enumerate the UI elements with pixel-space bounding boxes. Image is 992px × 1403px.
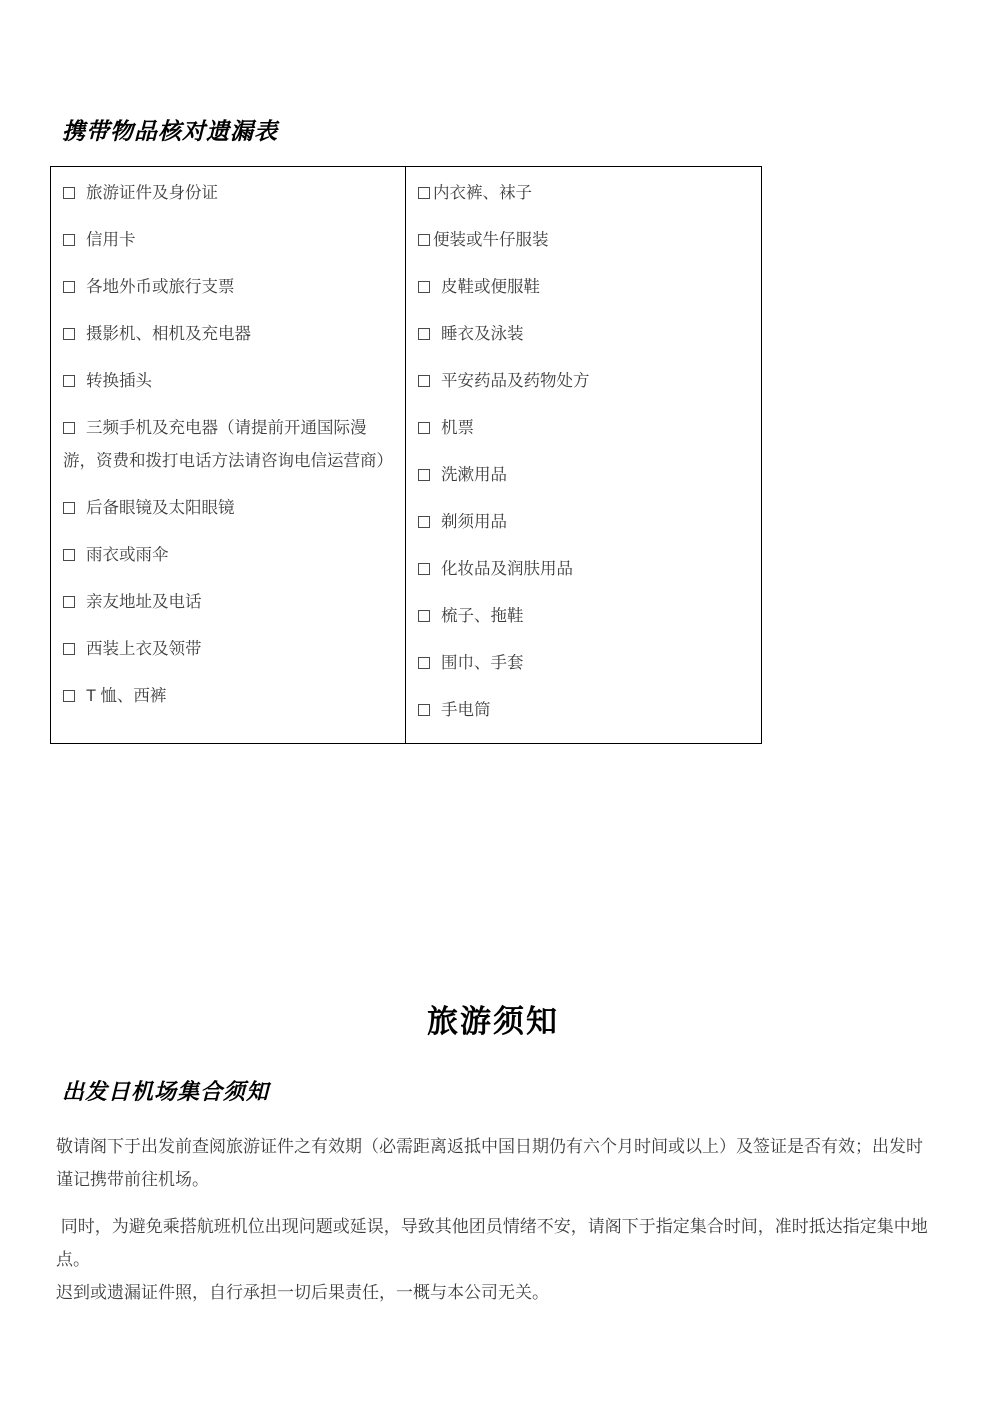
checklist-item-label: 梳子、拖鞋	[441, 607, 524, 625]
checkbox-icon	[63, 187, 75, 199]
checkbox-icon	[63, 596, 75, 608]
checklist-item	[63, 633, 393, 666]
checklist-item-label: 三频手机及充电器（请提前开通国际漫游，资费和拨打电话方法请咨询电信运营商）	[63, 419, 393, 470]
checklist-item-label: T 恤、西裤	[86, 687, 167, 705]
notice-title: 旅游须知	[427, 1004, 559, 1039]
checklist-title: 携带物品核对遗漏表	[62, 118, 278, 144]
checkbox-icon	[418, 422, 430, 434]
checklist-item	[418, 318, 749, 351]
checklist-item	[418, 271, 749, 304]
checklist-column-right	[406, 167, 761, 743]
checklist-item	[418, 553, 749, 586]
checkbox-icon	[418, 610, 430, 622]
checklist-item	[63, 586, 393, 619]
checkbox-icon	[418, 328, 430, 340]
checklist-table	[50, 166, 762, 744]
checklist-item	[418, 365, 749, 398]
checklist-item	[418, 412, 749, 445]
checkbox-icon	[63, 422, 75, 434]
checklist-item-label: 内衣裤、袜子	[433, 184, 532, 202]
checklist-item	[63, 271, 393, 304]
checklist-item-label: 亲友地址及电话	[86, 593, 202, 611]
checklist-item-label: 睡衣及泳装	[441, 325, 524, 343]
checkbox-icon	[418, 657, 430, 669]
checklist-item	[418, 600, 749, 633]
checklist-item-label: 各地外币或旅行支票	[86, 278, 235, 296]
checkbox-icon	[63, 375, 75, 387]
checklist-item-label: 洗漱用品	[441, 466, 507, 484]
checklist-item	[63, 412, 393, 478]
notice-paragraph: 迟到或遗漏证件照，自行承担一切后果责任，一概与本公司无关。	[56, 1283, 549, 1302]
checklist-item	[418, 177, 749, 210]
checkbox-icon	[418, 704, 430, 716]
checkbox-icon	[418, 281, 430, 293]
checkbox-icon	[418, 563, 430, 575]
checkbox-icon	[63, 643, 75, 655]
checklist-item	[63, 177, 393, 210]
checkbox-icon	[418, 469, 430, 481]
checklist-column-left	[51, 167, 406, 743]
checklist-item-label: 剃须用品	[441, 513, 507, 531]
checklist-item-label: 旅游证件及身份证	[86, 184, 218, 202]
checklist-item	[418, 647, 749, 680]
checklist-item-label: 围巾、手套	[441, 654, 524, 672]
checkbox-icon	[63, 328, 75, 340]
checklist-item-label: 便装或牛仔服装	[433, 231, 549, 249]
checklist-item	[418, 694, 749, 727]
notice-paragraph: 敬请阁下于出发前查阅旅游证件之有效期（必需距离返抵中国日期仍有六个月时间或以上）及签证是否有效；出发时谨记携带前往机场。	[56, 1137, 923, 1189]
checklist-item	[63, 365, 393, 398]
checklist-item	[418, 506, 749, 539]
notice-paragraph: 同时，为避免乘搭航班机位出现问题或延误，导致其他团员情绪不安，请阁下于指定集合时间，准时抵达指定集中地点。	[56, 1217, 928, 1269]
checklist-item-label: 西装上衣及领带	[86, 640, 202, 658]
checkbox-icon	[418, 375, 430, 387]
checkbox-icon	[418, 516, 430, 528]
checklist-item-label: 雨衣或雨伞	[86, 546, 169, 564]
checkbox-icon	[418, 234, 430, 246]
checklist-item	[418, 459, 749, 492]
checklist-item	[63, 318, 393, 351]
checklist-item	[63, 224, 393, 257]
checklist-item-label: 后备眼镜及太阳眼镜	[86, 499, 235, 517]
checklist-item	[63, 539, 393, 572]
notice-subtitle: 出发日机场集合须知	[62, 1079, 270, 1104]
checkbox-icon	[63, 549, 75, 561]
checklist-item	[63, 492, 393, 525]
checkbox-icon	[63, 281, 75, 293]
checkbox-icon	[63, 502, 75, 514]
checkbox-icon	[418, 187, 430, 199]
checklist-item-label: 平安药品及药物处方	[441, 372, 590, 390]
checklist-item-label: 转换插头	[86, 372, 152, 390]
checkbox-icon	[63, 234, 75, 246]
checklist-item-label: 机票	[441, 419, 474, 437]
checklist-item-label: 皮鞋或便服鞋	[441, 278, 540, 296]
checklist-item	[418, 224, 749, 257]
checklist-item-label: 手电筒	[441, 701, 491, 719]
checklist-item-label: 化妆品及润肤用品	[441, 560, 573, 578]
checklist-item-label: 信用卡	[86, 231, 136, 249]
checkbox-icon	[63, 690, 75, 702]
checklist-item	[63, 680, 393, 713]
checklist-item-label: 摄影机、相机及充电器	[86, 325, 251, 343]
